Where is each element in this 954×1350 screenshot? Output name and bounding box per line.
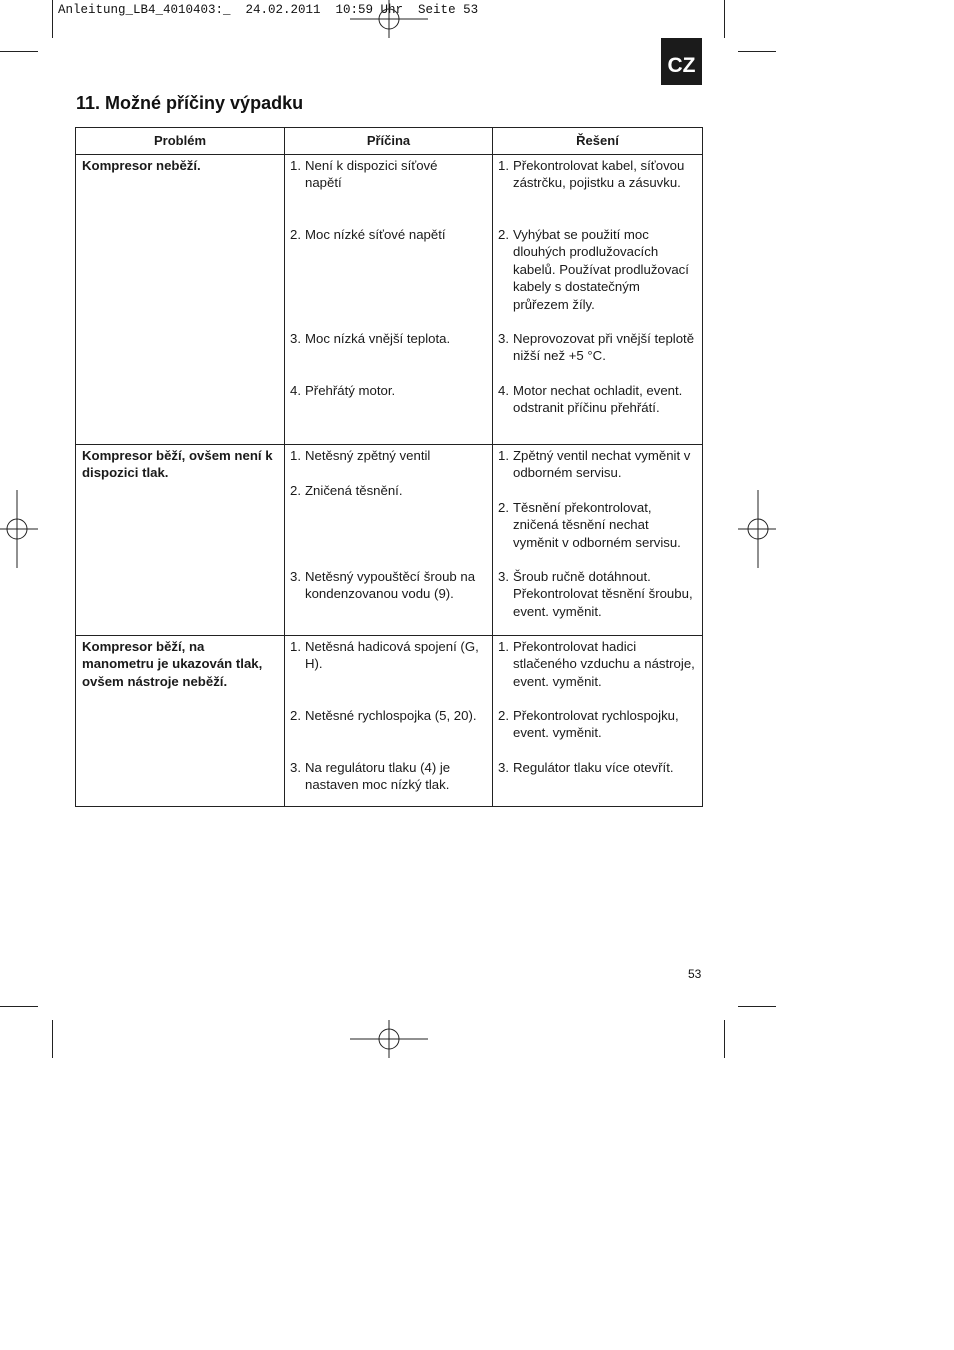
table-header-row [76, 128, 703, 155]
problem-cell: Kompresor běží, na manometru je ukazován tlak, ovšem nástroje neběží. [76, 636, 285, 807]
page-number: 53 [688, 967, 702, 981]
registration-mark-top [350, 0, 428, 38]
column-header-cause: Příčina [285, 128, 493, 155]
cause-cell [285, 636, 493, 807]
solution-cell [493, 445, 703, 636]
problem-cell: Kompresor neběží. [76, 155, 285, 445]
table-row [76, 155, 703, 445]
print-header: Anleitung_LB4_4010403:_ 24.02.2011 10:59 Uhr Seite 53 [58, 3, 479, 17]
cause-item: 3. Moc nízká vnější teplota. [290, 331, 451, 346]
cause-item: 2. Moc nízké síťové napětí [290, 227, 446, 242]
cause-item: 3. Netěsný vypouštěcí šroub na kondenzovanou vodu (9). [290, 569, 476, 602]
cause-cell [285, 155, 493, 445]
solution-cell [493, 636, 703, 807]
troubleshooting-table [75, 127, 703, 807]
registration-mark-right [738, 490, 776, 568]
solution-item: 1. Zpětný ventil nechat vyměnit v odborném servisu. [498, 448, 691, 481]
table-row [76, 445, 703, 636]
registration-mark-left [0, 490, 38, 568]
cause-item: 3. Na regulátoru tlaku (4) je nastaven moc nízký tlak. [290, 760, 451, 793]
solution-item: 2. Těsnění překontrolovat, zničená těsnění nechat vyměnit v odborném servisu. [498, 500, 681, 550]
solution-item: 3. Regulátor tlaku více otevřít. [498, 760, 674, 775]
cause-item: 2. Zničená těsnění. [290, 483, 403, 498]
registration-mark-bottom [350, 1020, 428, 1058]
cause-cell [285, 445, 493, 636]
solution-item: 2. Vyhýbat se použití moc dlouhých prodlužovacích kabelů. Používat prodlužovací kabely s dostatečným průřezem žíly. [498, 227, 689, 312]
cause-item: 1. Není k dispozici síťové napětí [290, 158, 438, 191]
solution-item: 1. Překontrolovat hadici stlačeného vzduchu a nástroje, event. vyměnit. [498, 639, 695, 689]
solution-item: 3. Šroub ručně dotáhnout. Překontrolovat těsnění šroubu, event. vyměnit. [498, 569, 693, 619]
solution-item: 3. Neprovozovat při vnější teplotě nižší než +5 °C. [498, 331, 695, 364]
solution-item: 4. Motor nechat ochladit, event. odstranit příčinu přehřátí. [498, 383, 683, 416]
column-header-problem: Problém [76, 128, 285, 155]
column-header-solution: Řešení [493, 128, 703, 155]
solution-cell [493, 155, 703, 445]
solution-item: 2. Překontrolovat rychlospojku, event. vyměnit. [498, 708, 679, 741]
table-row [76, 636, 703, 807]
cause-item: 4. Přehřátý motor. [290, 383, 396, 398]
language-badge: CZ [661, 38, 702, 85]
cause-item: 1. Netěsný zpětný ventil [290, 448, 431, 463]
solution-item: 1. Překontrolovat kabel, síťovou zástrčku, pojistku a zásuvku. [498, 158, 685, 191]
cause-item: 2. Netěsné rychlospojka (5, 20). [290, 708, 477, 723]
problem-cell: Kompresor běží, ovšem není k dispozici tlak. [76, 445, 285, 636]
cause-item: 1. Netěsná hadicová spojení (G, H). [290, 639, 479, 672]
section-title: 11. Možné příčiny výpadku [76, 93, 304, 113]
